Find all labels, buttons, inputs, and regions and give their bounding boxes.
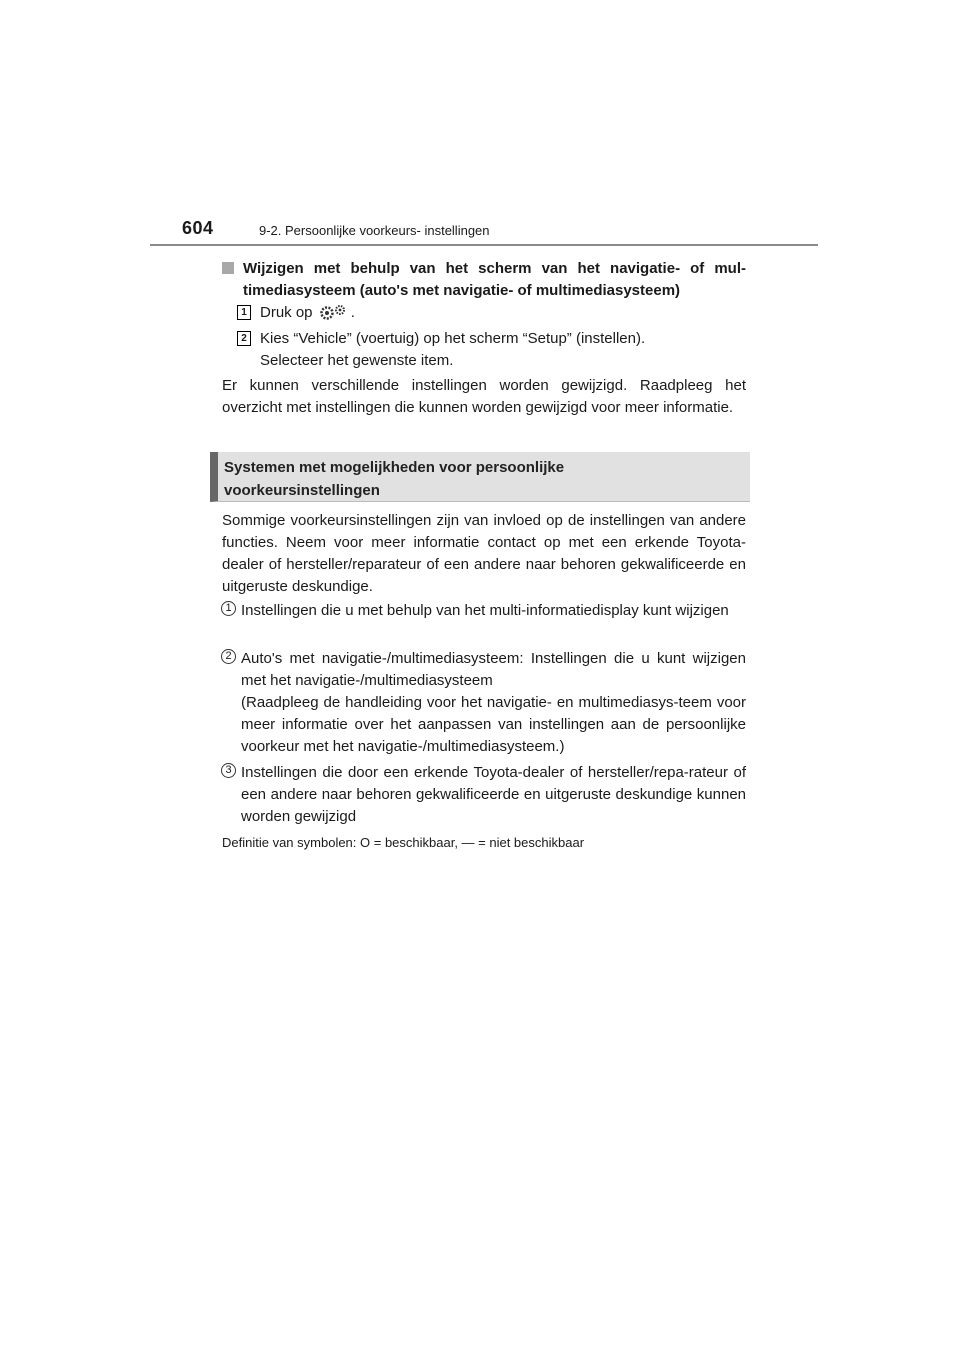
header-divider bbox=[150, 244, 818, 246]
step-1 bbox=[237, 302, 757, 324]
step-2-subtext: Selecteer het gewenste item. bbox=[260, 352, 454, 369]
change-heading bbox=[222, 258, 746, 302]
step-1-text-end: . bbox=[350, 304, 355, 321]
list-item-note: (Raadpleeg de handleiding voor het navigatie- en multimediasys-teem voor meer informatie over het aanpassen van instellingen aan de persoonlijke voorkeur met het navigatie-/multimediasysteem.) bbox=[241, 694, 746, 755]
step-number-box: 2 bbox=[237, 331, 251, 346]
page-number: 604 bbox=[182, 218, 214, 238]
circled-number: 2 bbox=[221, 649, 236, 664]
step-2-text: Kies “Vehicle” (voertuig) op het scherm “Setup” (instellen). bbox=[260, 330, 646, 347]
circled-number: 1 bbox=[221, 601, 236, 616]
list-item bbox=[221, 648, 746, 758]
intro-paragraph: Er kunnen verschillende instellingen worden gewijzigd. Raadpleeg het overzicht met instellingen die kunnen worden gewijzigd voor meer informatie. bbox=[222, 377, 746, 416]
list-item-text: Instellingen die door een erkende Toyota-dealer of hersteller/repa-rateur of een andere naar behoren gekwalificeerde en uitgeruste deskundige kunnen worden gewijzigd bbox=[241, 764, 746, 825]
section-heading-box bbox=[210, 452, 750, 502]
square-bullet-icon bbox=[222, 262, 234, 274]
section-title: Systemen met mogelijkheden voor persoonlijke voorkeursinstellingen bbox=[224, 459, 565, 499]
section-reference: 9-2. Persoonlijke voorkeurs- instellingen bbox=[259, 223, 490, 238]
step-1-text: Druk op bbox=[260, 304, 317, 321]
list-item-text: Instellingen die u met behulp van het multi-informatiedisplay kunt wijzigen bbox=[241, 602, 729, 619]
symbol-definition-note: Definitie van symbolen: O = beschikbaar, — = niet beschikbaar bbox=[222, 835, 585, 850]
gear-icon bbox=[319, 304, 349, 320]
section-paragraph: Sommige voorkeursinstellingen zijn van invloed op de instellingen van andere functies. Neem voor meer informatie contact op met een erkende Toyota-dealer of hersteller/reparateur of een andere naar behoren gekwalificeerde en uitgeruste deskundige. bbox=[222, 512, 746, 595]
list-item-text: Auto's met navigatie-/multimediasysteem: Instellingen die u kunt wijzigen met het navigatie-/multimediasysteem bbox=[241, 650, 746, 689]
step-number-box: 1 bbox=[237, 305, 251, 320]
list-item bbox=[221, 600, 746, 622]
step-2 bbox=[237, 328, 757, 372]
circled-number: 3 bbox=[221, 763, 236, 778]
change-heading-text: Wijzigen met behulp van het scherm van het navigatie- of mul-timediasysteem (auto's met navigatie- of multimediasysteem) bbox=[243, 260, 746, 299]
list-item bbox=[221, 762, 746, 828]
